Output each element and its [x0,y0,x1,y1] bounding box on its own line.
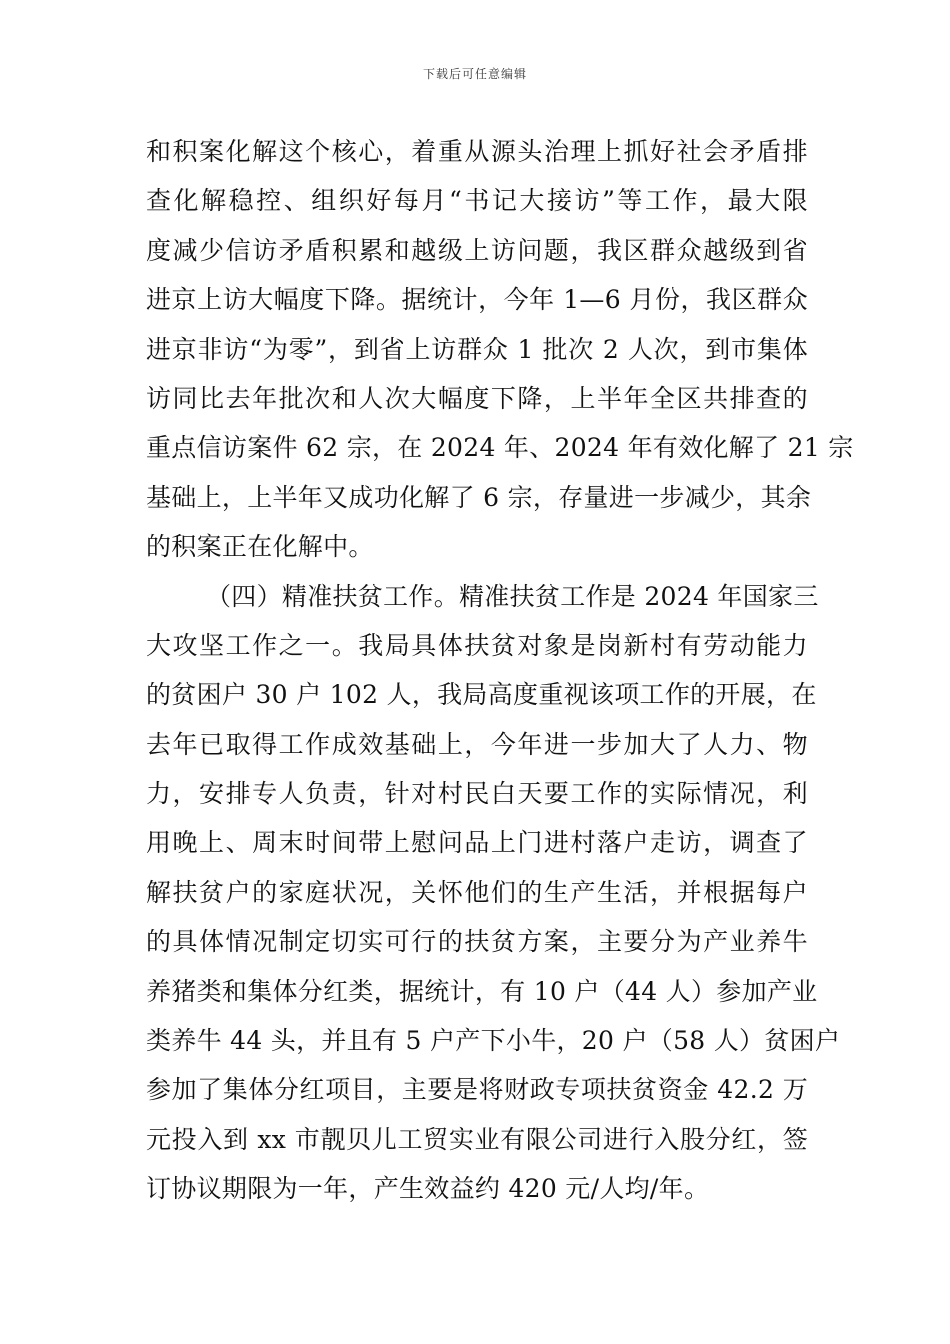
text-line: 查化解稳控、组织好每月“书记大接访”等工作，最大限 [146,186,808,216]
text-line: 的积案正在化解中。 [146,532,374,562]
text-line: 度减少信访矛盾积累和越级上访问题，我区群众越级到省 [146,235,808,265]
text-line: 养猪类和集体分红类，据统计，有 10 户（44 人）参加产业 [146,976,818,1006]
page-header: 下载后可任意编辑 [422,67,527,81]
text-line: 大攻坚工作之一。我局具体扶贫对象是岗新村有劳动能力 [146,630,808,660]
text-line: 类养牛 44 头，并且有 5 户产下小牛，20 户（58 人）贫困户 [146,1026,841,1056]
text-line: 访同比去年批次和人次大幅度下降，上半年全区共排查的 [146,383,808,413]
text-line: 基础上，上半年又成功化解了 6 宗，存量进一步减少，其余 [146,482,812,512]
paragraph-poverty-alleviation [146,572,841,1214]
text-line: 进京非访“为零”，到省上访群众 1 批次 2 人次，到市集体 [146,334,808,364]
paragraph-petition [146,127,854,572]
text-line: 和积案化解这个核心，着重从源头治理上抓好社会矛盾排 [146,137,808,166]
text-line: 进京上访大幅度下降。据统计，今年 1—6 月份，我区群众 [146,285,808,315]
text-line: 的贫困户 30 户 102 人，我局高度重视该项工作的开展，在 [146,680,817,710]
text-line: 重点信访案件 62 宗，在 2024 年、2024 年有效化解了 21 宗 [146,433,854,463]
text-line: 解扶贫户的家庭状况，关怀他们的生产生活，并根据每户 [146,877,808,907]
document-body [146,127,854,1214]
text-line: 的具体情况制定切实可行的扶贫方案，主要分为产业养牛 [146,927,808,957]
text-line: 去年已取得工作成效基础上，今年进一步加大了人力、物 [146,729,808,759]
section-heading-line: （四）精准扶贫工作。精准扶贫工作是 2024 年国家三 [206,581,819,611]
text-line: 订协议期限为一年，产生效益约 420 元/人均/年。 [146,1174,710,1204]
text-line: 用晚上、周末时间带上慰问品上门进村落户走访，调查了 [146,828,808,858]
text-line: 元投入到 xx 市靓贝儿工贸实业有限公司进行入股分红，签 [146,1124,808,1154]
text-line: 力，安排专人负责，针对村民白天要工作的实际情况，利 [146,779,808,809]
text-line: 参加了集体分红项目，主要是将财政专项扶贫资金 42.2 万 [146,1075,808,1105]
